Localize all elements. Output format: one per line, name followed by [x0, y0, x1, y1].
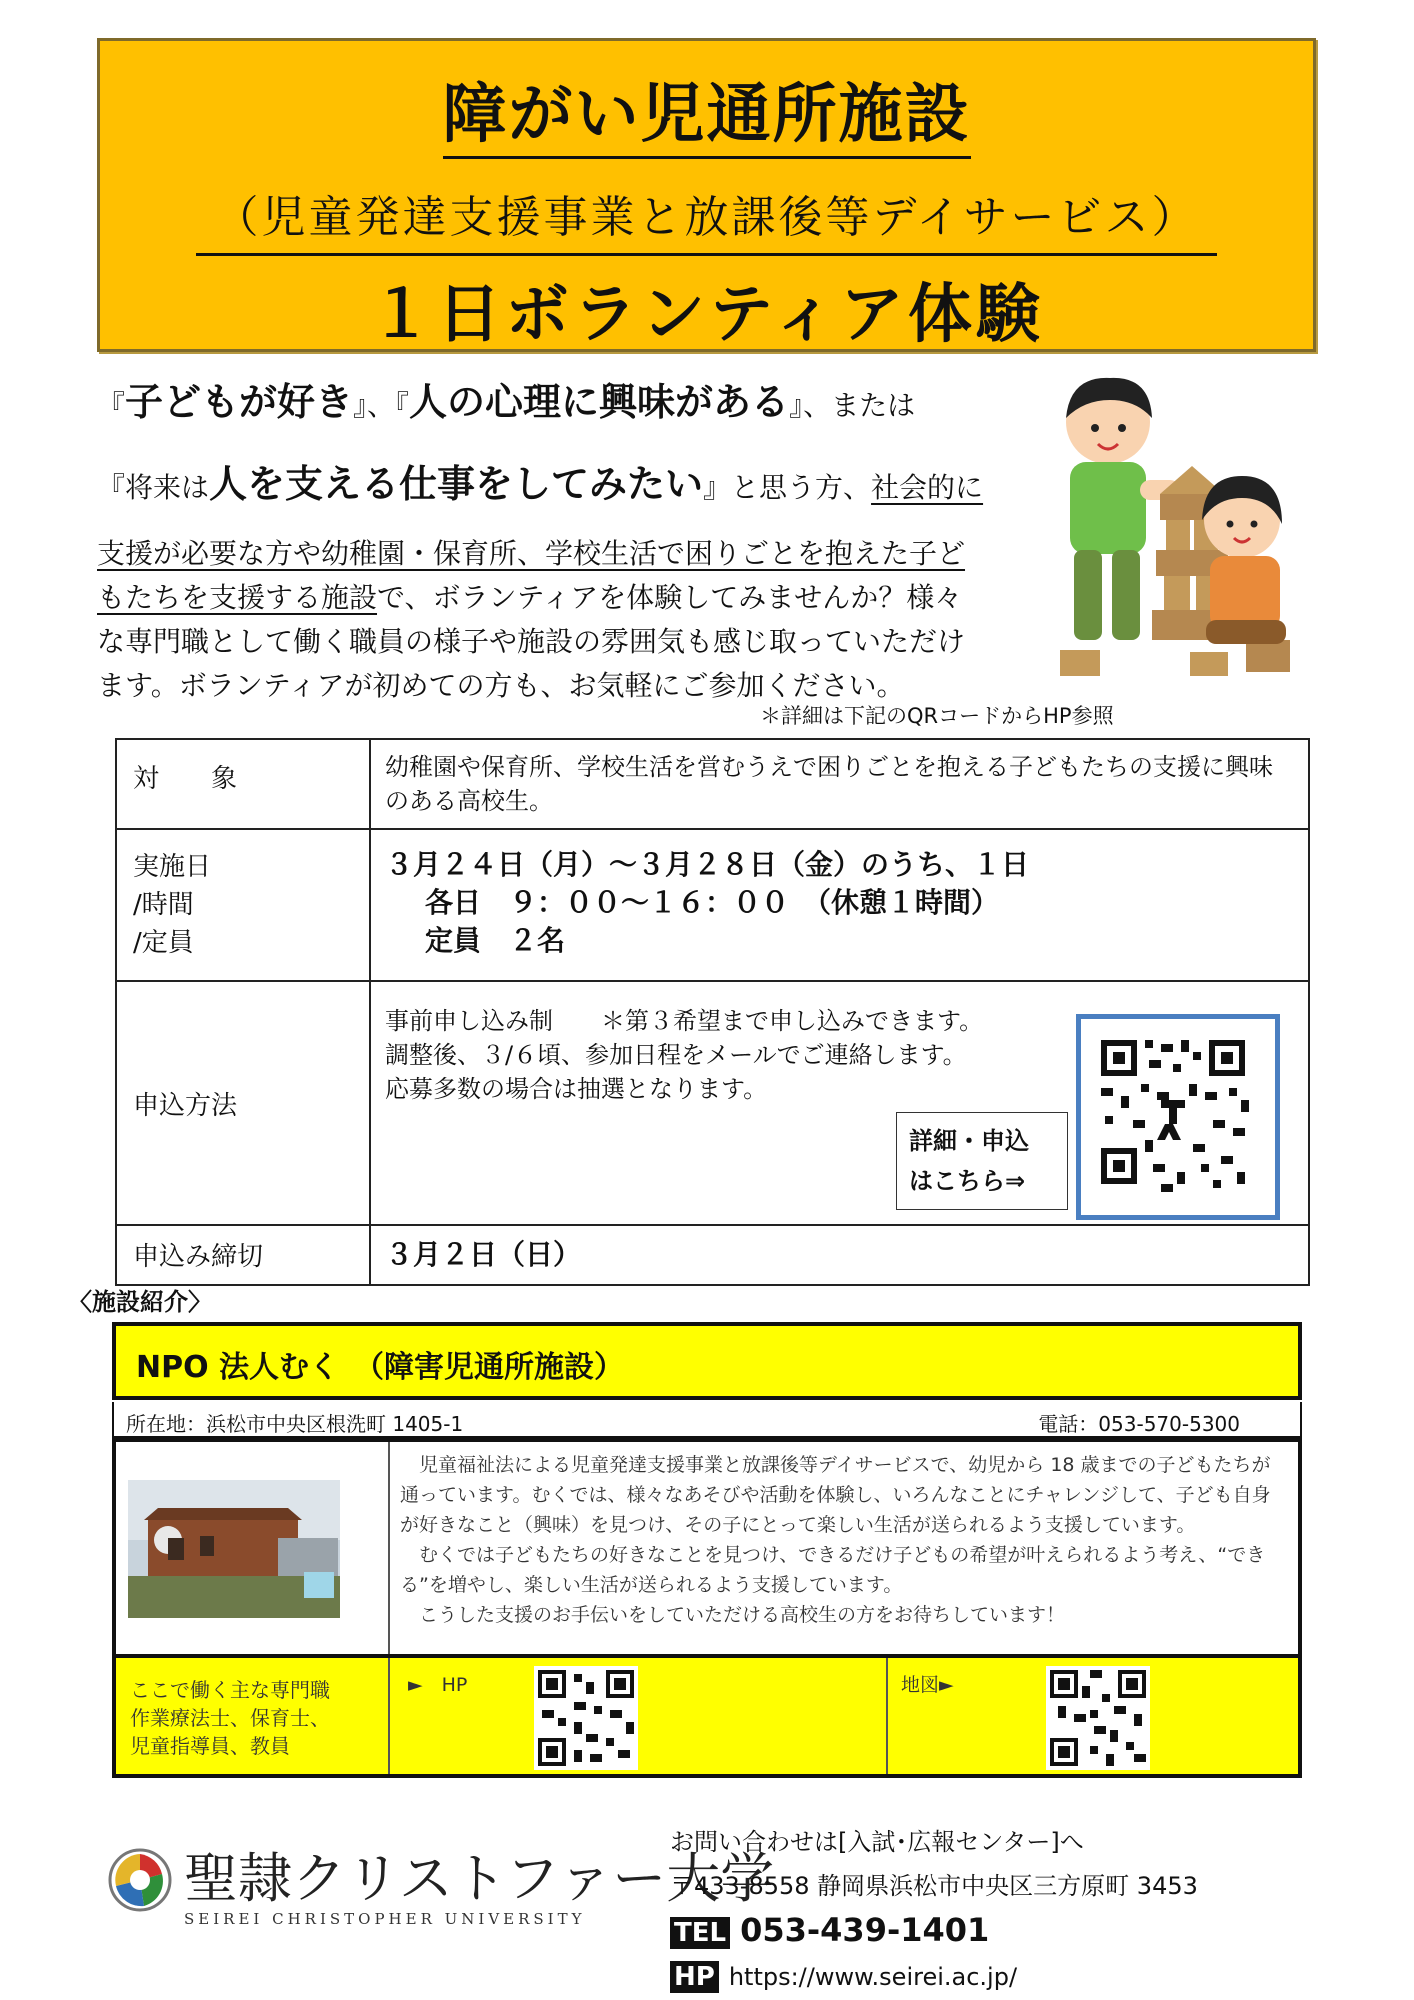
qr-note: ＊詳細は下記のQRコードからHP参照: [760, 704, 1114, 728]
contact-intro: お問い合わせは[入試･広報センター]へ: [670, 1828, 1084, 1856]
apply-label: 申込方法: [116, 981, 370, 1225]
facility-address: 所在地：浜松市中央区根洗町 1405-1: [126, 1412, 464, 1436]
facility-desc-3: こうした支援のお手伝いをしていただける高校生の方をお待ちしています！: [400, 1604, 1066, 1626]
intro-line-4: もたちを支援する施設で、ボランティアを体験してみませんか？様々: [97, 581, 963, 614]
qr-code-icon: [534, 1666, 638, 1770]
title-banner: [97, 38, 1316, 352]
contact-url[interactable]: https://www.seirei.ac.jp/: [728, 1963, 1018, 1991]
qr-code-icon: [1081, 1019, 1265, 1205]
date-label: 実施日: [133, 852, 212, 882]
time-label: /時間: [133, 890, 194, 920]
qr-code-icon: [1046, 1666, 1150, 1770]
intro-line-1: 『子どもが好き』、『人の心理に興味がある』、または: [97, 380, 916, 424]
deadline-value: ３月２日（日）: [385, 1238, 582, 1271]
target-value: 幼稚園や保育所、学校生活を営むうえで困りごとを抱える子どもたちの支援に興味のある高校生。: [370, 739, 1309, 829]
facility-desc-2: むくでは子どもたちの好きなことを見つけ、できるだけ子どもの希望が叶えられるよう考え、“できる”を増やし、楽しい生活が送られるよう支援しています。: [400, 1544, 1266, 1596]
university-name-jp: 聖隷クリストファー大学: [184, 1847, 775, 1910]
date-value: ３月２４日（月）～３月２８日（金）のうち、１日: [385, 848, 1030, 881]
contact-tel[interactable]: 053-439-1401: [740, 1911, 990, 1949]
apply-link[interactable]: 詳細・申込 はこちら⇒: [896, 1112, 1068, 1210]
children-blocks-illustration: [1040, 370, 1300, 680]
target-label: 対 象: [116, 739, 370, 829]
time-value: 各日 ９：００～１６：００ （休憩１時間）: [425, 886, 1000, 919]
contact-block: [670, 1820, 1198, 1999]
apply-line-2: 調整後、３/６頃、参加日程をメールでご連絡します。: [385, 1041, 967, 1069]
facility-name: NPO 法人むく （障害児通所施設）: [112, 1322, 1302, 1400]
intro-line-3: 支援が必要な方や幼稚園・保育所、学校生活で困りごとを抱えた子ど: [97, 537, 966, 570]
facility-section-label: 〈施設紹介〉: [68, 1288, 212, 1316]
event-title: １日ボランティア体験: [369, 278, 1044, 352]
intro-line-6: ます。ボランティアが初めての方も、お気軽にご参加ください。: [97, 669, 905, 702]
apply-qr-code[interactable]: [1076, 1014, 1280, 1220]
hp-badge: HP: [670, 1961, 719, 1993]
page-subtitle: （児童発達支援事業と放課後等デイサービス）: [214, 192, 1199, 243]
table-row: [116, 1225, 1309, 1285]
contact-address: 〒433-8558 静岡県浜松市中央区三方原町 3453: [670, 1872, 1198, 1900]
facility-photo: [128, 1480, 340, 1618]
map-qr-code[interactable]: [1046, 1666, 1150, 1770]
staff-roles: ここで働く主な専門職 作業療法士、保育士、 児童指導員、教員: [130, 1678, 330, 1758]
intro-line-5: な専門職として働く職員の様子や施設の雰囲気も感じ取っていただけ: [97, 625, 966, 658]
hp-link[interactable]: ► HP: [408, 1674, 468, 1696]
apply-line-1: 事前申し込み制 ＊第３希望まで申し込みできます。: [385, 1007, 984, 1035]
capacity-value: 定員 ２名: [425, 924, 566, 957]
tel-badge: TEL: [670, 1917, 730, 1949]
facility-phone: 電話：053-570-5300: [1038, 1412, 1240, 1436]
university-name-en: SEIREI CHRISTOPHER UNIVERSITY: [184, 1910, 586, 1928]
subtitle-underline: [196, 253, 1217, 256]
facility-desc-1: 児童福祉法による児童発達支援事業と放課後等デイサービスで、幼児から 18 歳までの子どもたちが通っています。むくでは、様々なあそびや活動を体験し、いろんなことにチャレンジして、子ども自身が好きなこと（興味）を見つけ、その子にとって楽しい生活が送られるよう支援しています。: [400, 1454, 1271, 1536]
capacity-label: /定員: [133, 928, 194, 958]
apply-line-3: 応募多数の場合は抽選となります。: [385, 1075, 768, 1103]
page-title: 障がい児通所施設: [443, 78, 971, 159]
deadline-label: 申込み締切: [116, 1225, 370, 1285]
table-row: [116, 829, 1309, 981]
intro-line-2: 『将来は人を支える仕事をしてみたい』と思う方、社会的に: [97, 462, 984, 506]
table-row: [116, 739, 1309, 829]
map-link[interactable]: 地図►: [901, 1674, 954, 1696]
hp-qr-code[interactable]: [534, 1666, 638, 1770]
